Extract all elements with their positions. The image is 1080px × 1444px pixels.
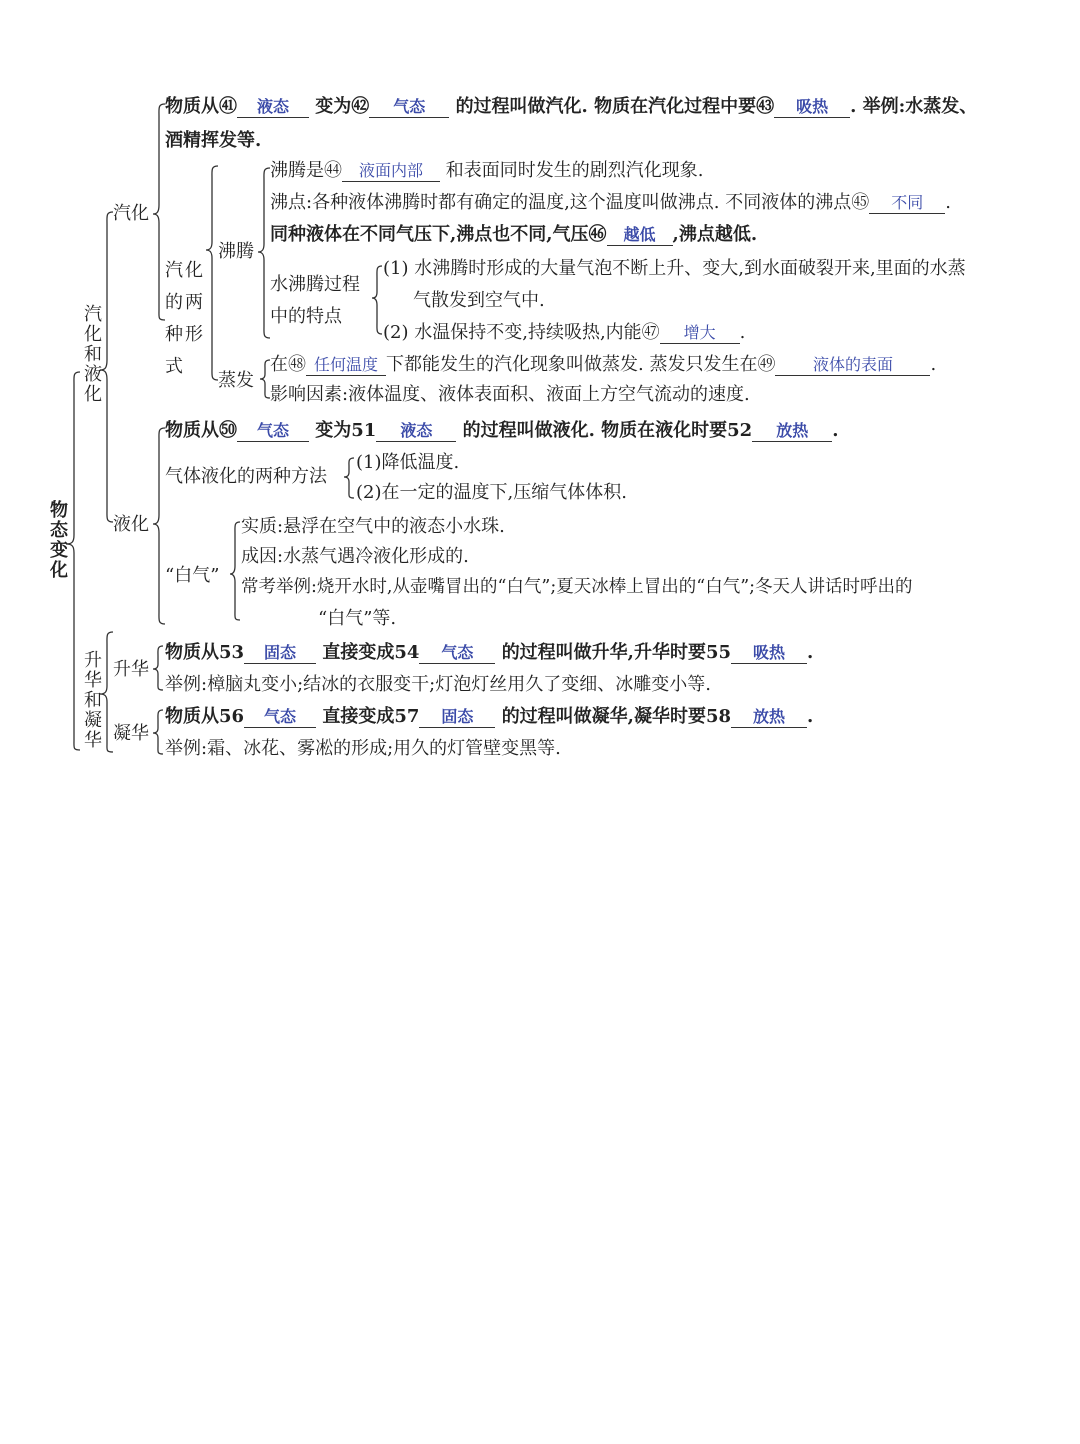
text: 的过程叫做凝华,凝华时要58 (501, 706, 732, 727)
node-boiling: 沸腾 (218, 241, 254, 262)
node-sublimation: 升华 (113, 659, 149, 680)
brace-methods (344, 458, 354, 498)
boil-line1 (270, 160, 703, 182)
answer-41: 液态 (237, 97, 309, 118)
white-gas-cause: 成因:水蒸气遇冷液化形成的. (241, 546, 469, 567)
text: . (807, 706, 814, 727)
answer-42: 气态 (369, 97, 449, 118)
answer-44: 液面内部 (342, 161, 440, 182)
node-vap-liq: 汽化和液化 (81, 304, 102, 404)
answer-50: 气态 (237, 421, 309, 442)
answer-48: 任何温度 (306, 355, 386, 376)
node-two-forms: 汽化的两种形式 (165, 260, 205, 377)
depo-examples: 举例:霜、冰花、雾凇的形成;用久的灯管壁变黑等. (165, 738, 561, 759)
brace-white (230, 522, 240, 620)
subl-examples: 举例:樟脑丸变小;结冰的衣服变干;灯泡灯丝用久了变细、冰雕变小等. (165, 674, 711, 695)
answer-51: 液态 (376, 421, 456, 442)
node-evaporation: 蒸发 (218, 370, 254, 391)
text: . (930, 354, 937, 375)
node-vaporization: 汽化 (113, 203, 149, 224)
text: 和表面同时发生的剧烈汽化现象. (445, 160, 704, 181)
water-point1-line2: 气散发到空气中. (413, 290, 545, 311)
water-point2 (383, 322, 745, 344)
text: 同种液体在不同气压下,沸点也不同,气压㊻ (270, 224, 607, 245)
boil-line2 (270, 192, 951, 214)
node-white-gas: “白气” (165, 565, 220, 586)
brace-evap (260, 360, 270, 398)
text: 的过程叫做汽化. 物质在汽化过程中要㊸ (455, 96, 775, 117)
text: . (832, 420, 839, 441)
evap-line2: 影响因素:液体温度、液体表面积、液面上方空气流动的速度. (270, 384, 750, 405)
answer-45: 不同 (869, 193, 945, 214)
text: 物质从㊿ (165, 420, 237, 441)
answer-58: 放热 (731, 707, 807, 728)
answer-53: 固态 (244, 643, 316, 664)
white-gas-essence: 实质:悬浮在空气中的液态小水珠. (241, 516, 505, 537)
answer-57: 固态 (419, 707, 495, 728)
brace-vap (153, 104, 165, 320)
subl-line1 (165, 642, 813, 664)
answer-43: 吸热 (774, 97, 850, 118)
text: 的过程叫做液化. 物质在液化时要52 (462, 420, 753, 441)
brace-water (372, 266, 382, 334)
evap-line1 (270, 354, 936, 376)
text: . 举例:水蒸发、 (850, 96, 978, 117)
brace-forms (206, 166, 218, 380)
white-gas-examples-cont: “白气”等. (318, 608, 397, 629)
answer-47: 增大 (660, 323, 740, 344)
text: 下都能发生的汽化现象叫做蒸发. 蒸发只发生在㊾ (386, 354, 776, 375)
text: 变为㊷ (315, 96, 370, 117)
gas-method-2: (2)在一定的温度下,压缩气体体积. (356, 482, 627, 503)
text: . (739, 322, 746, 343)
brace-depo (153, 710, 163, 754)
water-proc-line1: 水沸腾过程 (270, 274, 360, 295)
text: (2) 水温保持不变,持续吸热,内能㊼ (383, 322, 660, 343)
answer-55: 吸热 (731, 643, 807, 664)
gas-method-1: (1)降低温度. (356, 452, 460, 473)
text: . (945, 192, 951, 213)
text: 直接变成57 (322, 706, 420, 727)
node-deposition: 凝华 (113, 723, 149, 744)
text: 物质从56 (165, 706, 245, 727)
answer-52: 放热 (752, 421, 832, 442)
text: 物质从53 (165, 642, 245, 663)
depo-line1 (165, 706, 813, 728)
water-proc-line2: 中的特点 (270, 306, 342, 327)
vap-line1 (165, 96, 977, 118)
brace-liq (153, 428, 165, 624)
answer-56: 气态 (244, 707, 316, 728)
brace-boil (258, 168, 270, 338)
node-gas-methods: 气体液化的两种方法 (165, 466, 327, 487)
brace-subl (153, 646, 163, 690)
node-liquefaction: 液化 (113, 514, 149, 535)
text: 的过程叫做升华,升华时要55 (501, 642, 732, 663)
text: 直接变成54 (322, 642, 420, 663)
text: ,沸点越低. (672, 224, 758, 245)
brace-root (66, 372, 80, 750)
white-gas-examples: 常考举例:烧开水时,从壶嘴冒出的“白气”;夏天冰棒上冒出的“白气”;冬天人讲话时呼出的 (241, 577, 913, 597)
answer-49: 液体的表面 (775, 355, 930, 376)
liq-line1 (165, 420, 839, 442)
text: 变为51 (315, 420, 377, 441)
root-label: 物态变化 (47, 500, 68, 580)
boil-line3 (270, 224, 757, 246)
vap-line2: 酒精挥发等. (165, 130, 262, 151)
answer-54: 气态 (419, 643, 495, 664)
text: 沸腾是㊹ (270, 160, 342, 181)
text: 在㊽ (270, 354, 306, 375)
text: 沸点:各种液体沸腾时都有确定的温度,这个温度叫做沸点. 不同液体的沸点㊺ (270, 192, 870, 213)
text: 物质从㊶ (165, 96, 237, 117)
water-point1-line1: (1) 水沸腾时形成的大量气泡不断上升、变大,到水面破裂开来,里面的水蒸 (383, 258, 966, 279)
answer-46: 越低 (607, 225, 673, 246)
text: . (807, 642, 814, 663)
node-subl-depo: 升华和凝华 (81, 650, 102, 750)
